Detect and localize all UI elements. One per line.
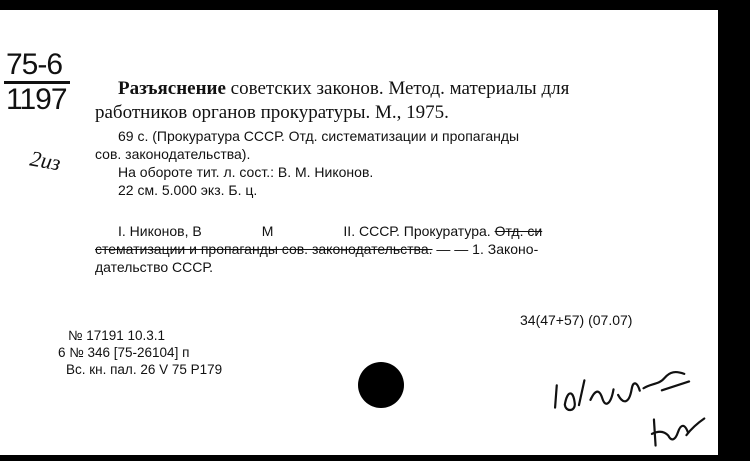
- call-number-bottom: 1197: [6, 83, 67, 116]
- tracing-struck-2: стематизации и пропаганды сов. законодательства.: [95, 241, 433, 257]
- collation-line-2: сов. законодательства).: [95, 146, 251, 162]
- size-edition: 22 см. 5.000 экз. Б. ц.: [118, 182, 258, 198]
- signature-scribble-icon: [550, 362, 703, 417]
- handwritten-initials: [647, 408, 712, 457]
- title-line-2: работников органов прокуратуры. М., 1975.: [95, 102, 449, 123]
- record-line-3: Вс. кн. пал. 26 V 75 P179: [66, 362, 223, 377]
- handwritten-note: 2из: [28, 145, 63, 176]
- verso-note: На обороте тит. л. сост.: В. М. Никонов.: [118, 164, 374, 180]
- title-rest: советских законов. Метод. материалы для: [225, 78, 570, 99]
- tracing-ussr: II. СССР. Прокуратура.: [343, 223, 491, 239]
- tracing-subject: — — 1. Законо-: [432, 241, 539, 257]
- tracing-initial: М: [261, 223, 274, 239]
- call-number-top: 75-6: [6, 48, 63, 81]
- title-line-1: [118, 78, 569, 100]
- initials-scribble-icon: [647, 408, 711, 450]
- tracing-line-3: дательство СССР.: [95, 259, 213, 275]
- scan-border: [718, 0, 750, 461]
- punch-hole: [358, 362, 404, 408]
- record-line-2: 6 № 346 [75-26104] п: [58, 345, 190, 360]
- tracing-struck-1: Отд. си: [494, 223, 543, 239]
- classification-number: 34(47+57) (07.07): [520, 312, 633, 328]
- catalog-card: [0, 10, 718, 455]
- tracing-line-1: [118, 223, 542, 239]
- record-line-1: № 17191 10.3.1: [68, 328, 166, 343]
- tracing-name: I. Никонов, В: [118, 223, 202, 239]
- collation-line-1: 69 с. (Прокуратура СССР. Отд. систематизации и пропаганды: [118, 128, 520, 144]
- tracing-line-2: [95, 241, 538, 257]
- title-bold: Разъяснение: [118, 78, 226, 99]
